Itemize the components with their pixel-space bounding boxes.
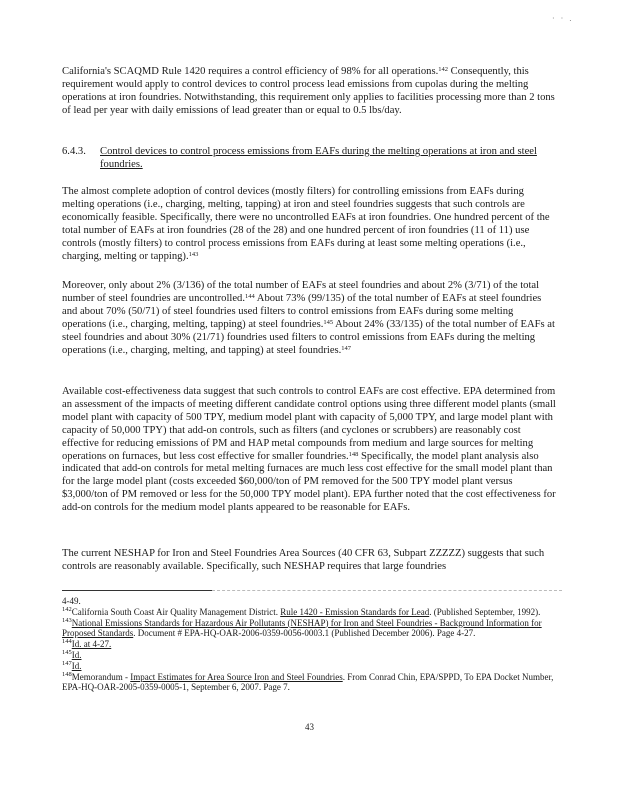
paragraph-cost-effectiveness (62, 386, 558, 515)
footnote-144 (62, 639, 562, 650)
intro-text: California's SCAQMD Rule 1420 requires a control efficiency of 98% for all operations. (62, 66, 439, 77)
costs-text-1: Available cost-effectiveness data suggest that such controls to control EAFs are cost effective. EPA determined from an assessment of the impacts of meeting different candidate control options using three different model plants (small model plant with capacity of 500 TPY, medium model plant with capacity of 5,000 TPY, and large model plant with capacity of 50,000 TPY) that add-on controls, such as filters (and cyclones or scrubbers) are reasonably cost effective for reducing emissions of PM and HAP metal compounds from medium and large sources for melting operations on furnaces, but less cost effective for smaller foundries. (62, 386, 556, 462)
footnote-text: . Document # EPA-HQ-OAR-2006-0359-0056-0003.1 (Published December 2006). Page 4-27. (133, 628, 476, 639)
steel-text-3: About 24% (33/135) of the total number of EAFs at steel foundries and about 30% (21/71) foundries used filters to control emissions from EAFs during the melting operations (i.e., charging, melting, and tapping) at steel foundries. (62, 318, 555, 356)
paragraph-neshap (62, 548, 558, 574)
footnote-148 (62, 672, 562, 694)
scan-corner-mark: · · . (552, 14, 574, 23)
footnote-number: 144 (62, 638, 72, 646)
intro-text-cont: Consequently, this requirement would apply to control devices to control process lead emissions from cupolas during the melting operations at iron foundries. Notwithstanding, this requirement only applies to facilities processing more than 2 tons of lead per year with daily emissions of lead greater than or equal to 0.5 lbs/day. (62, 66, 555, 116)
footnote-text: California South Coast Air Quality Management District. (71, 606, 281, 617)
steel-text-2: About 73% (99/135) of the total number of EAFs at steel foundries and about 70% (50/71) of steel foundries used filters to control emissions from EAFs during some melting operations (i.e., charging, melting, tapping) at steel foundries. (62, 292, 542, 330)
footnote-143 (62, 618, 562, 640)
section-number: 6.4.3. (62, 146, 86, 157)
paragraph-steel-foundries (62, 280, 558, 357)
footnote-ref: 145 (323, 318, 334, 326)
footnote-text: Id. (71, 649, 82, 660)
footnote-ref: 144 (244, 292, 255, 300)
footnote-number: 143 (62, 616, 72, 624)
footnote-title: National Emissions Standards for Hazardous Air Pollutants (NESHAP) for Iron and Steel Foundries - Background Information for Proposed Standards (62, 617, 542, 639)
footnote-text: . (Published September, 1992). (429, 606, 541, 617)
adoption-text: The almost complete adoption of control devices (mostly filters) for controlling emissions from EAFs during melting operations (i.e., charging, melting, tapping) at iron and steel foundries suggests that such controls are economically feasible. Specifically, there were no uncontrolled EAFs at iron foundries. One hundred percent of the total number of EAFs at iron foundries (28 of the 28) and one hundred percent of iron foundries (11 of 11) use controls (mostly filters) to control process emissions from EAFs during at least some melting operations (i.e., charging, melting or tapping). (62, 186, 550, 262)
footnote-145 (62, 650, 562, 661)
footnote-number: 145 (62, 648, 72, 656)
footnote-ref: 143 (188, 250, 199, 258)
footnote-text: . From Conrad Chin, EPA/SPPD, To EPA Docket Number, EPA-HQ-OAR-2005-0359-0005-1, September 6, 2007. Page 7. (62, 671, 554, 693)
page-number: 43 (305, 722, 314, 732)
footnote-title: Impact Estimates for Area Source Iron and Steel Foundries (130, 671, 343, 682)
paragraph-control-adoption (62, 186, 558, 263)
footnote-text: Id. (71, 660, 82, 671)
footnote-number: 142 (62, 605, 72, 613)
footnote-text: Id. at 4-27. (71, 639, 112, 650)
footnote-147 (62, 661, 562, 672)
footnote-number: 147 (62, 659, 72, 667)
footnote-number: 148 (62, 670, 72, 678)
costs-text-2: Specifically, the model plant analysis also indicated that add-on controls for metal melting furnaces are much less cost effective for the small model plant than for the large model plant (costs exceeded $60,000/ton of PM removed for the 500 TPY model plant versus $3,000/ton of PM removed or less for the 50,000 TPY model plant). EPA further noted that the cost effectiveness for add-on controls for the medium model plants appeared to be reasonable for EAFs. (62, 450, 556, 514)
section-title: Control devices to control process emissions from EAFs during the melting operations at iron and steel foundries. (100, 146, 537, 170)
footnote-ref: 147 (341, 344, 352, 352)
footnote-ref: 148 (348, 450, 359, 458)
footnotes (62, 596, 562, 693)
paragraph-scaqmd-rule (62, 66, 558, 118)
neshap-text: The current NESHAP for Iron and Steel Foundries Area Sources (40 CFR 63, Subpart ZZZZZ) suggests that such controls are reasonably available. Specifically, such NESHAP requires that large foundries (62, 548, 545, 572)
footnote-text: Memorandum - (71, 671, 131, 682)
footnote-continuation: 4-49. (62, 596, 81, 606)
footnote-separator-faint (212, 590, 562, 591)
steel-text-1: Moreover, only about 2% (3/136) of the total number of EAFs at steel foundries and about 2% (3/71) of the total number of steel foundries are uncontrolled. (62, 280, 540, 304)
footnote-title: Rule 1420 - Emission Standards for Lead (280, 606, 430, 617)
footnote-ref: 142 (438, 66, 448, 73)
footnote-separator (62, 590, 212, 591)
footnote-142 (62, 607, 562, 618)
